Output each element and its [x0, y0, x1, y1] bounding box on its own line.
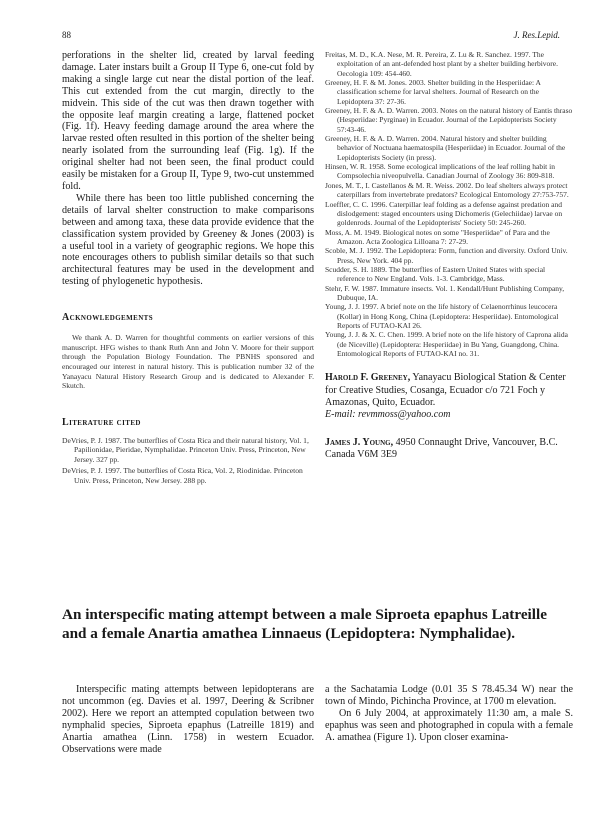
- body-paragraph: Interspecific mating attempts between lepidopterans are not uncommon (eg. Davies et al. 1997, Deering & Scribner 2002). Here we report an attempted copulation between two nymphalid species, Siproeta epaphus (Latreille 1819) and Anartia amathea (Linn. 1758) in western Ecuador. Observations were made: [62, 684, 314, 755]
- left-column: [62, 50, 314, 488]
- literature-list: [62, 436, 314, 486]
- page-number: 88: [62, 30, 71, 40]
- article-left-column: [62, 684, 314, 755]
- body-paragraph: On 6 July 2004, at approximately 11:30 am, a male S. epaphus was seen and photographed in copula with a female A. amathea (Figure 1). Upon closer examina-: [325, 707, 573, 743]
- author-address: [325, 372, 573, 409]
- article-right-column: [325, 684, 573, 744]
- reference-item: Greeney, H. F. & A. D. Warren. 2003. Notes on the natural history of Eantis thraso (Hesperiidae: Pyrginae) in Ecuador. Journal of the Lepidopterists Society 57:43-46.: [325, 106, 573, 134]
- address-text: 4950 Connaught Drive, Vancouver, B.C. Canada V6M 3E9: [325, 437, 558, 461]
- literature-heading: Literature cited: [62, 416, 141, 428]
- article-title: An interspecific mating attempt between a male Siproeta epaphus Latreille and a female Anartia amathea Linnaeus (Lepidoptera: Nymphalidae).: [62, 606, 547, 642]
- reference-item: Scudder, S. H. 1889. The butterflies of Eastern United States with special reference to New England. Vols. 1-3. Cambridge, Mass.: [325, 264, 546, 284]
- reference-item: Freitas, M. D., K.A. Nese, M. R. Pereira, Z. Lu & R. Sanchez. 1997. The exploitation of an ant-defended host plant by a shelter building herbivore. Oecologia 109: 454-460.: [325, 50, 558, 78]
- reference-item: Greeney, H. F. & A. D. Warren. 2004. Natural history and shelter building behavior of Noctuana haematospila (Hesperiidae) in Ecuador. Journal of the Lepidopterists Society (in press).: [325, 134, 566, 162]
- body-paragraph: While there has been too little published concerning the details of larval shelter construction to make comparisons between and among taxa, these data provide evidence that the classification system provided by Greeney & Jones (2003) is a useful tool in a variety of geographic regions. We hope this note encourages others to publish similar details so that such architectural features may be used in the development and testing of phylogenetic hypothesis.: [62, 192, 314, 288]
- reference-item: Moss, A. M. 1949. Biological notes on some "Hesperiidae" of Para and the Amazon. Acta Zoologica Lilloana 7: 27-29.: [325, 227, 550, 246]
- author-email: E-mail: revmmoss@yahoo.com: [325, 408, 451, 420]
- reference-item: DeVries, P. J. 1997. The butterflies of Costa Rica, Vol. 2, Riodinidae. Princeton Univ. Press, Princeton, New Jersey. 288 pp.: [62, 466, 303, 486]
- reference-item: Loeffler, C. C. 1996. Caterpillar leaf folding as a defense against predation and dislodgement: staged encounters using Dichomeris (Gelechiidae) larvae on goldenrods. Journal of the Lepidopterists' Society 50: 245-260.: [325, 199, 563, 228]
- body-paragraph: a the Sachatamia Lodge (0.01 35 S 78.45.34 W) near the town of Mindo, Pichincha Province, at 1700 m elevation.: [325, 684, 573, 707]
- reference-item: Scoble, M. J. 1992. The Lepidoptera: Form, function and diversity. Oxford Univ. Press, New York. 404 pp.: [325, 246, 568, 265]
- reference-item: Young, J. J. & X. C. Chen. 1999. A brief note on the life history of Caprona alida (de Niceville) (Lepidoptera: Hesperiidae) in Bu Yang, Guangdong, China. Entomological Reports of FUTAO-KAI no. 31.: [325, 330, 568, 358]
- acknowledgements-text: We thank A. D. Warren for thoughtful comments on earlier versions of this manuscript. HFG wishes to thank Ruth Ann and John V. Moore for their support through the Population Biology Foundation. The PBNHS sponsored and encouraged our interest in natural history. This is publication number 32 of the Yanayacu Natural History Research Group and is dedicated to Alexander F. Skutch.: [62, 333, 314, 391]
- reference-item: Hinsen, W. R. 1958. Some ecological implications of the leaf rolling habit in Compsolechia niveopulvella. Canadian Journal of Zoology 36: 809-818.: [325, 162, 555, 181]
- reference-item: Stehr, F. W. 1987. Immature insects. Vol. 1. Kendall/Hunt Publishing Company, Dubuque, IA.: [325, 283, 565, 302]
- reference-item: Young, J. J. 1997. A brief note on the life history of Celaenorrhinus leucocera (Kollar) in Hong Kong, China (Lepidoptera: Hesperiidae). Entomological Reports of FUTAO-KAI 26.: [325, 302, 559, 330]
- author-name: Harold F. Greeney,: [325, 372, 411, 384]
- reference-item: Greeney, H. F. & M. Jones. 2003. Shelter building in the Hesperiidae: A classification scheme for larval shelters. Journal of Research on the Lepidoptera 37: 27-36.: [325, 78, 541, 106]
- reference-list: [325, 50, 573, 358]
- running-header: J. Res.Lepid.: [513, 30, 560, 40]
- reference-item: DeVries, P. J. 1987. The butterflies of Costa Rica and their natural history, Vol. 1, Papilionidae, Pieridae, Nymphalidae. Princeton Univ. Press, Princeton, New Jersey. 327 pp.: [62, 435, 309, 464]
- body-paragraph: perforations in the shelter lid, created by larval feeding damage. Later instars built a Group II Type 6, one-cut fold by making a single large cut near the distal portion of the leaf. This cut extended from the cut margin, directly to the midvein. This side of the cut was then drawn together with the opposite leaf margin creating a large, flattened pocket (Fig. 1f). Heavy feeding damage around the area where the larvae rested often resulted in this portion of the shelter being nearly isolated from the surrounding leaf (Fig. 1g). If the original shelter had not been seen, the final product could easily be mistaken for a Group II, Type 9, two-cut unstemmed fold.: [62, 50, 314, 192]
- reference-item: Jones, M. T., I. Castellanos & M. R. Weiss. 2002. Do leaf shelters always protect caterpillars from invertebrate predators? Ecological Entomology 27:753-757.: [325, 180, 569, 200]
- right-column: [325, 50, 573, 462]
- author-name: James J. Young,: [325, 437, 394, 449]
- address-text: Yanayacu Biological Station & Center for Creative Studies, Cosanga, Ecuador c/o 721 Foch y Amazonas, Quito, Ecuador.: [325, 372, 566, 408]
- acknowledgements-heading: Acknowledgements: [62, 312, 154, 324]
- author-address: [325, 437, 573, 461]
